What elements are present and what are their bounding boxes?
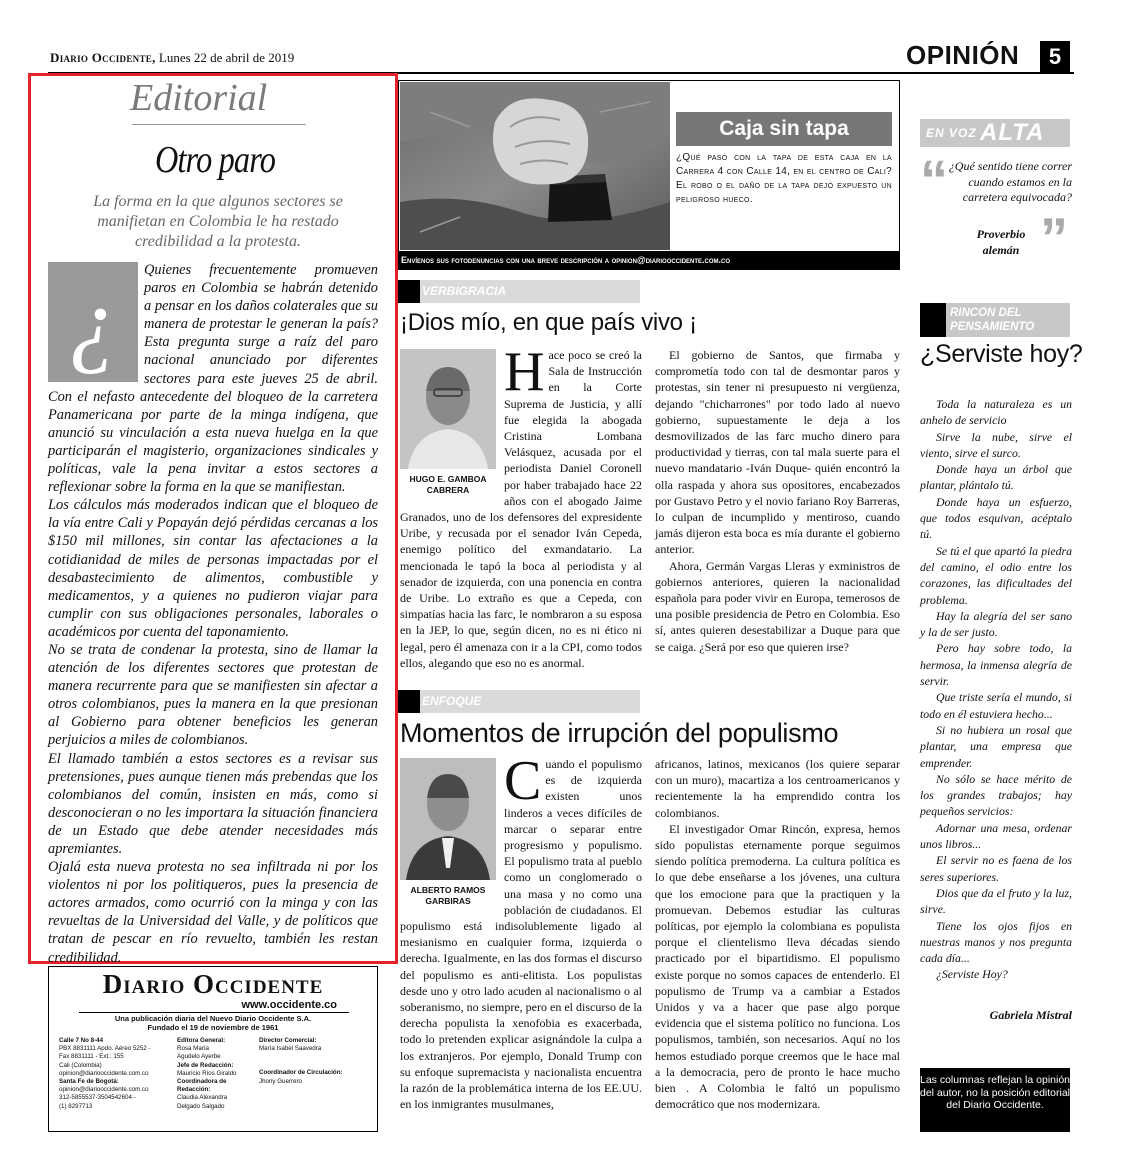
masthead-publication bbox=[49, 1014, 377, 1032]
staff-line: Mauricio Ríos Giraldo bbox=[177, 1069, 237, 1077]
contact-heading: Calle 7 No 8-44 bbox=[59, 1037, 104, 1044]
masthead-commercial-column bbox=[259, 1037, 371, 1086]
photo-denuncia-strip: Envíenos sus fotodenuncias con una breve descripción a opinion@diariooccidente.com.co bbox=[398, 251, 900, 270]
poem-line: Sirve la nube, sirve el viento, sirve el surco. bbox=[920, 429, 1072, 460]
street-hole-photo bbox=[400, 82, 670, 250]
section-marker bbox=[398, 280, 420, 303]
poem-line: Tiene los ojos fijos en nuestras manos y nos pregunta cada día... bbox=[920, 918, 1072, 966]
poem-line: Se tú el que apartó la piedra del camino, el odio entre los corazones, las dificultades del problema. bbox=[920, 543, 1072, 607]
masthead-staff-column bbox=[177, 1037, 257, 1111]
poem-line: Pero hay sobre todo, la hermosa, la inmensa alegría de servir. bbox=[920, 641, 1072, 689]
rincon-section-header bbox=[920, 303, 1070, 337]
poem-line: Hay la alegría del ser sano y la de ser justo. bbox=[920, 608, 1072, 640]
editorial-paragraph: Ojalá esta nueva protesta no sea infiltrada ni por los violentos ni por los politiqueros, pues la presencia de actores armados, como ocurrió con la minga y con las revueltas de la Universidad del Valle, y de políticos que tratan de pescar en río revuelto, también les restan credibilidad. bbox=[48, 859, 378, 966]
masthead-pub-line: Una publicación diaria del Nuevo Diario Occidente S.A. bbox=[114, 1014, 312, 1023]
contact-heading: Santa Fe de Bogotá: bbox=[59, 1078, 119, 1086]
poem-line: Donde haya un esfuerzo, que todos esquivan, acéptalo tú. bbox=[920, 494, 1072, 542]
poem-line: Toda la naturaleza es un anhelo de servicio bbox=[920, 397, 1072, 428]
masthead-pub-line: Fundado el 19 de noviembre de 1961 bbox=[147, 1023, 279, 1032]
poem-line: No sólo se hace mérito de los grandes trabajos; hay pequeños servicios: bbox=[920, 771, 1072, 819]
verbigracia-author: HUGO E. GAMBOA CABRERA bbox=[409, 474, 487, 495]
editorial-paragraph: Los cálculos más moderados indican que el bloqueo de la vía entre Cali y Popayán dejó pérdidas cercanas a los $150 mil millones, sin contar las afectaciones a la cotidianidad de miles de personas impactadas por el desabastecimiento de alimentos, combustible y medicamentos, y a quienes no pudieron viajar para cumplir con sus obligaciones personales, laborales o académicos por cuenta del taponamiento. bbox=[48, 497, 378, 640]
verbigracia-paragraph: El gobierno de Santos, que firmaba y comprometía todo con tal de desmontar paros y protestas, sin tener ni presupuesto ni vergüenza, dejando "chicharrones" por todo lado al nuevo gobierno, supuestamente le deja a los desmovilizados de las farc mucho dinero para productividad y tierras, con tal mala suerte para el nuevo mandatario -Iván Duque- quién encontró la olla raspada y ahora sus opositores, encabezados por Gustavo Petro y el novio fariano Roy Barreras, lo culpan de incumplido y mentiroso, cuando jamás dijeron esta boca es mía durante el gobierno anterior. bbox=[655, 348, 900, 557]
open-quote-icon: “ bbox=[920, 148, 948, 211]
alta-label: ALTA bbox=[980, 119, 1045, 146]
disclaimer-box: Las columnas reflejan la opinión del autor, no la posición editorial del Diario Occidente. bbox=[920, 1068, 1070, 1132]
rincon-title: ¿Serviste hoy? bbox=[920, 340, 1083, 368]
staff-line: Delgado Salgado bbox=[177, 1102, 225, 1110]
editorial-label: Editorial bbox=[130, 77, 268, 119]
verbigracia-title: ¡Dios mío, en que país vivo ¡ bbox=[400, 309, 697, 336]
masthead-rule bbox=[79, 1012, 349, 1013]
staff-heading: Jefe de Redacción: bbox=[177, 1061, 234, 1069]
poem-line: Si no hubiera un rosal que plantar, una empresa que emprender. bbox=[920, 722, 1072, 770]
masthead-box bbox=[48, 966, 378, 1132]
photo-denuncia-title: Caja sin tapa bbox=[676, 112, 892, 146]
quote-author: Proverbio alemán bbox=[976, 227, 1026, 257]
editorial-paragraph: No se trata de condenar la protesta, sino de llamar la atención de los diferentes sectores que protestan de manera recurrente para que se manifiesten sin afectar a otros colombianos, pues la manera en la que presionan al Gobierno para obtener beneficios les generan perjuicios a miles de colombianos. bbox=[48, 641, 378, 749]
editorial-paragraph: Quienes frecuentemente promueven paros en Colombia se habrán detenido a pensar en los daños colaterales que su manera de protestar le generan la país? Esta pregunta surge a raíz del paro nacional anunciado por diferentes sectores para este jueves 25 de abril. Con el nefasto antecedente del bloqueo de la carretera Panamericana por parte de la minga indígena, que anunció su vinculación a esta nueva huelga en la que participarán el magisterio, organizaciones sindicales y políticas, vale la pena invitar a estos sectores a reflexionar sobre la forma en la que se manifiestan. bbox=[48, 262, 378, 496]
poem-line: Adornar una mesa, ordenar unos libros... bbox=[920, 820, 1072, 852]
staff-line: María Isabel Saavedra bbox=[259, 1045, 322, 1053]
header-dateline bbox=[50, 50, 294, 66]
contact-line: Cali (Colombia) bbox=[59, 1061, 102, 1069]
masthead-url[interactable]: www.occidente.co bbox=[241, 999, 337, 1011]
photo-denuncia-text: ¿Qué pasó con la tapa de esta caja en la Carrera 4 con Calle 14, en el centro de Cali? El robo o el daño de la tapa dejó expuesto un peligroso hueco. bbox=[676, 152, 892, 205]
editorial-body bbox=[48, 261, 378, 967]
editorial-drop-glyph: ¿ bbox=[48, 262, 138, 382]
staff-line: Jhony Guerrero bbox=[259, 1077, 302, 1085]
poem-line: Dios que da el fruto y la luz, sirve. bbox=[920, 885, 1072, 917]
section-title: OPINIÓN bbox=[906, 40, 1020, 70]
drop-spacer bbox=[48, 261, 144, 383]
poem-line: Que triste sería el mundo, si todo en él estuviera hecho... bbox=[920, 690, 1072, 721]
enfoque-paragraph: africanos, latinos, mexicanos (los quiere separar con un muro), macartiza a los centroamericanos y recientemente la ha emprendido contra los colombianos. bbox=[655, 757, 900, 820]
contact-line: PBX 8831111 Apdo. Aéreo 5252 - bbox=[59, 1045, 151, 1053]
staff-line: Agudelo Ayerbe bbox=[177, 1053, 221, 1061]
enfoque-text: uando el populismo es de izquierda existen unos linderos a veces difíciles de marcar o separar entre progresismo y populismo. El populismo trata al pueblo como un conglomerado o una masa y no como una población de ciudadanos. El populismo está indisolublemente ligado al mesianismo en cualquier forma, izquierda o derecha. Igualmente, en las dos formas el discurso del populismo es anti-elitista. Los populistas desde uno y otro lado acuden al nacionalismo o al soberanismo, no siempre, pero en el discurso de la derecha populista la xenofobia es exacerbada, todo lo pretenden explicar asignándole la culpa a los extranjeros. Por ejemplo, Donald Trump con su enfoque supremacista y nacionalista encuentra la razón de la problemática interna de los EE.UU. en los inmigrantes musulmanes, bbox=[400, 757, 642, 1112]
verbigracia-section-header bbox=[398, 280, 640, 303]
drop-cap: C bbox=[504, 750, 542, 812]
editorial-subtitle: La forma en la que algunos sectores se manifietan en Colombia le ha restado credibilidad a la protesta. bbox=[93, 193, 343, 250]
staff-line: Rosa María bbox=[177, 1045, 209, 1053]
photo-spacer bbox=[400, 347, 504, 497]
contact-line: Fax 8831111 - Ext.: 155 bbox=[59, 1053, 124, 1061]
poem-body bbox=[920, 396, 1072, 983]
enfoque-title: Momentos de irrupción del populismo bbox=[400, 718, 839, 748]
quote-text: ¿Qué sentido tiene correr cuando estamos en la carretera equivocada? bbox=[948, 159, 1072, 204]
staff-heading: Coordinador de Circulación: bbox=[259, 1069, 343, 1077]
verbigracia-label: VERBIGRACIA bbox=[422, 284, 507, 298]
staff-heading: Director Comercial: bbox=[259, 1037, 317, 1044]
poem-line: El servir no es faena de los seres superiores. bbox=[920, 853, 1072, 884]
poem-line: ¿Serviste Hoy? bbox=[936, 967, 1008, 982]
editorial-paragraph: El llamado también a estos sectores es a revisar sus pretensiones, pues aunque tienen más prebendas que los colombianos del común, insisten en más, como si desconocieran o no les importara la situación financiera de un Estado que debe atender necesidades más apremiantes. bbox=[48, 750, 378, 857]
poem-line: Donde haya un árbol que plantar, plántalo tú. bbox=[920, 462, 1072, 493]
masthead-contact-column bbox=[59, 1037, 169, 1111]
header-date: Lunes 22 de abril de 2019 bbox=[158, 50, 295, 65]
verbigracia-column-1 bbox=[400, 341, 642, 671]
contact-line: 312-5855537-3504542604 - bbox=[59, 1094, 136, 1102]
enfoque-section-header bbox=[398, 690, 640, 713]
drop-cap: H bbox=[504, 341, 545, 403]
enfoque-label: ENFOQUE bbox=[422, 694, 482, 708]
editorial-label-rule bbox=[132, 124, 306, 125]
verbigracia-column-2 bbox=[655, 347, 900, 655]
rincon-label: RINCON DEL PENSAMIENTO bbox=[950, 307, 1035, 333]
contact-email[interactable]: opinion@diariooccidente.com.co bbox=[59, 1069, 149, 1077]
enfoque-author: ALBERTO RAMOS GARBIRAS bbox=[410, 885, 486, 906]
section-marker bbox=[920, 303, 946, 337]
editorial-title: Otro paro bbox=[154, 139, 276, 181]
verbigracia-paragraph: Ahora, Germán Vargas Lleras y exministros de gobiernos anteriores, quieren la nacionalidad española para poder vivir en Europa, temerosos de una posible presidencia de Petro en Colombia. Eso sí, antes quieren desestabilizar a Duque para que se caiga. ¿Será por eso que quieren irse? bbox=[655, 558, 900, 654]
enfoque-paragraph: El investigador Omar Rincón, expresa, hemos sido populistas eternamente porque seguimos siendo política premoderna. La cultura política es lo que debe enseñarse a los jóvenes, una cultura que los emocione para que la practiquen y la promuevan. Debemos estudiar las culturas políticas, por ejemplo la colombiana es populista porque el clientelismo lleva décadas siendo practicado por el bipartidismo. El populismo existe porque no somos capaces de entenderlo. El populismo de Trump va a cambiar a Estados Unidos y va a hacer que pase algo porque evidencia que el sistema político no funciona. Los populismos, también, son necesarios. Aquí no los hemos estudiado porque creemos que le hace mal a la democracia, pero de pronto le hace mucho bien . A Colombia le faltó un populismo democrático que nos modernizara. bbox=[655, 821, 900, 1112]
masthead-title: Diario Occidente bbox=[102, 969, 324, 999]
verbigracia-text: ace poco se creó la Sala de Instrucción en la Corte Suprema de Justicia, y allí fue elegida la abogada Cristina Lombana Velásquez, acusada por el periodista Daniel Coronell por haber trabajado hace 22 años con el abogado Jaime Granados, uno de los defensores del expresidente Uribe, y recusada por el senador Iván Cepeda, enemigo político del exmandatario. La mencionada le tapó la boca al periodista y al senador de izquierda, con una ponencia en contra de Uribe. Lo extraño es que a Cepeda, con simpatías hacia las farc, le nombraron a su esposa en la JEP, lo que, según dicen, no es ni ético ni legal, pero él amenaza con ir a la CPI, como todos ellos, alegando que eso no es anormal. bbox=[400, 348, 642, 670]
staff-heading: Editora General: bbox=[177, 1037, 226, 1044]
section-marker bbox=[398, 690, 420, 713]
poem-signature: Gabriela Mistral bbox=[989, 1008, 1072, 1022]
enfoque-column-2 bbox=[655, 756, 900, 1112]
enfoque-column-1 bbox=[400, 750, 642, 1112]
newspaper-name: Diario Occidente, bbox=[50, 50, 156, 65]
page-number: 5 bbox=[1040, 41, 1070, 73]
en-voz-alta-header bbox=[920, 119, 1070, 147]
contact-email[interactable]: opinion@diariooccidente.com.co bbox=[59, 1086, 149, 1094]
en-voz-label: EN VOZ bbox=[926, 126, 977, 140]
contact-line: (1) 8297713 bbox=[59, 1102, 93, 1110]
staff-line: Claudia Alexandra bbox=[177, 1094, 228, 1102]
staff-heading: Coordinadora de Redacción: bbox=[177, 1078, 227, 1094]
photo-spacer bbox=[400, 756, 504, 910]
close-quote-icon: ” bbox=[1040, 206, 1068, 269]
